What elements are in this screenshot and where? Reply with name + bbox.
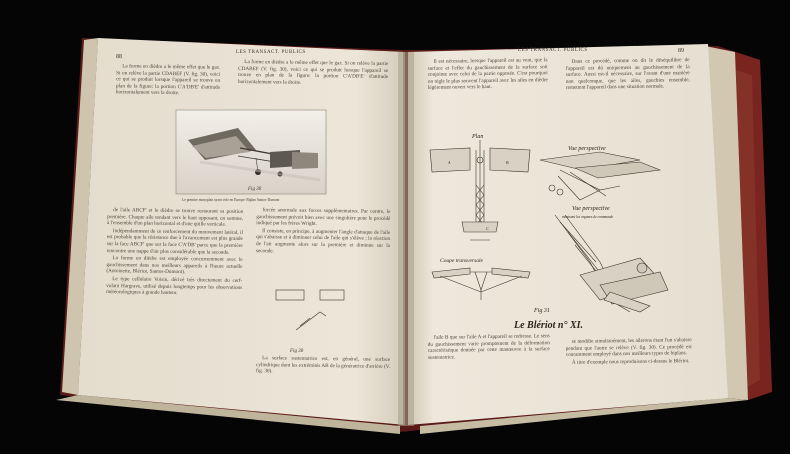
paragraph: forcée anormale aux forces supplémentaires. Par contre, le gauchissement prévoit bien avec une singulière pour le procédé indiqué par les frères Wright.	[256, 207, 391, 228]
right-col1-top	[428, 57, 549, 129]
paragraph: Dans ce procédé, comme on dit le déséquilibre de l'appareil est dû uniquement au gauchissement de la surface. Aussi est-il nécessaire, sur l'avant d'une manière non quelconque, que les ailes, gauchies ensemble, remettent l'appareil dans une situation normale.	[565, 57, 690, 92]
paragraph: La forme en dièdre est employée concurremment avec le gauchissement dans nos meilleurs appareils à l'heure actuelle (Antoinette, Blériot, Santos-Dumont).	[106, 255, 243, 276]
page-number-right: 89	[678, 48, 684, 54]
diagram-label-perspective-top: Vue perspective	[568, 146, 606, 152]
left-col2-top	[238, 59, 389, 107]
diagram-label-perspective-sub: montrant les organes de commande	[562, 215, 614, 219]
paragraph: La forme en dièdre a le même effet que le gaz. Si on relève la partie CDABEF (V. fig. 30), voici ce qui se produit lorsque l'appareil se trouve en plan de la figure: la portion C'A'DB'E' d'attitude horizontalement vers la droite.	[237, 59, 389, 86]
diagram-letter-a: A	[448, 160, 451, 165]
paragraph: de l'aile ABCF' et le dièdre se trouve restaurant sa position première. Chaque aile tendant vers le haut opposant, en somme, à l'ensemble d'un plan horizontal et d'une quille verticale.	[107, 207, 244, 228]
running-head-right: LES TRANSACT. PUBLICS	[518, 48, 588, 53]
diagram-title: Le Blériot n° XI.	[514, 320, 584, 331]
diagram-label-perspective-mid: Vue perspective	[572, 206, 610, 212]
paragraph: À titre d'exemple nous reproduisons ci-dessus le Blériot.	[571, 357, 690, 366]
aircraft-photo	[176, 110, 326, 194]
left-col2-bottom	[256, 355, 390, 387]
running-head-left: LES TRANSACT. PUBLICS	[236, 50, 306, 55]
paragraph: La forme en dièdre a le même effet que le gaz. Si on relève la partie CDABEF (V. fig. 30), voici ce qui se produit lorsque l'appareil se trouve en plan de la figure: la portion C'A'DB'E' d'attitude horizontalement vers la droite.	[115, 63, 221, 97]
page-number-left: 88	[115, 53, 123, 61]
diagram-letter-b: B	[506, 160, 509, 165]
paragraph: Indépendamment de ce renforcement du mouvement latéral, il est probable que la résistance due à l'avancement est plus grande sur la face ABCF' que sur la face C'A'DB' parce que la première rencontre une nappe d'air plus considérable que la seconde.	[106, 227, 243, 256]
paragraph: l'aile B que sur l'aile A et l'appareil se redresse. Le sens du gauchissement varie promptement de la déformation caractéristique donnée par cette manœuvre à la surface sustentatrice.	[427, 333, 550, 361]
diagram-label-coupe: Coupe transversale	[440, 258, 483, 264]
right-col2-bottom	[566, 337, 693, 389]
diagram-letter-c: C	[486, 226, 489, 231]
paragraph: Il consiste, en principe, à augmenter l'angle d'attaque de l'aile qui s'abaisse et à diminuer celui de l'aile qui s'élève ; la réaction de l'air augmente alors sur la première et diminue sur la seconde.	[255, 227, 391, 254]
right-col1-bottom	[428, 333, 551, 387]
diagram-label-plan: Plan	[472, 134, 484, 140]
paragraph: La surface sustentatrice est, en général, une surface cylindrique dont les extrémités AB de la génératrice d'arrière (V. fig. 30).	[255, 355, 391, 375]
photo-subcaption: Le premier monoplan ayant vole en Europe: Biplan Santos-Dumont	[182, 198, 280, 202]
small-figure-caption: Fig 30	[290, 349, 304, 354]
left-col1-top	[116, 63, 221, 108]
right-col2-top	[566, 57, 691, 129]
left-col2-main	[256, 207, 391, 281]
paragraph: Il est nécessaire, lorsque l'appareil est au vent, que la surface et l'effet du gauchissement de la surface soit conjointe avec celui de la partie opposée. C'est pourquoi on règle le plus souvent l'appareil avec les ailes en dièdre légèrement ouvert vers le haut.	[427, 57, 548, 92]
photo-caption: Fig 30	[248, 187, 262, 192]
left-col1-main	[105, 207, 244, 391]
paragraph: Le type cellulaire Voisin, dérivé très directement du cerf-volant Hargrave, utilisé depuis longtemps pour les observations météorologiques à grande hauteur.	[106, 276, 243, 297]
paragraph: se modifie simultanément, les ailerons étant l'un s'abaisse pendant que l'autre se relève (V. fig. 30). Ce procédé est couramment employé dans nos meilleurs types de biplans.	[565, 337, 692, 359]
diagram-fig-number: Fig 31	[534, 308, 550, 314]
